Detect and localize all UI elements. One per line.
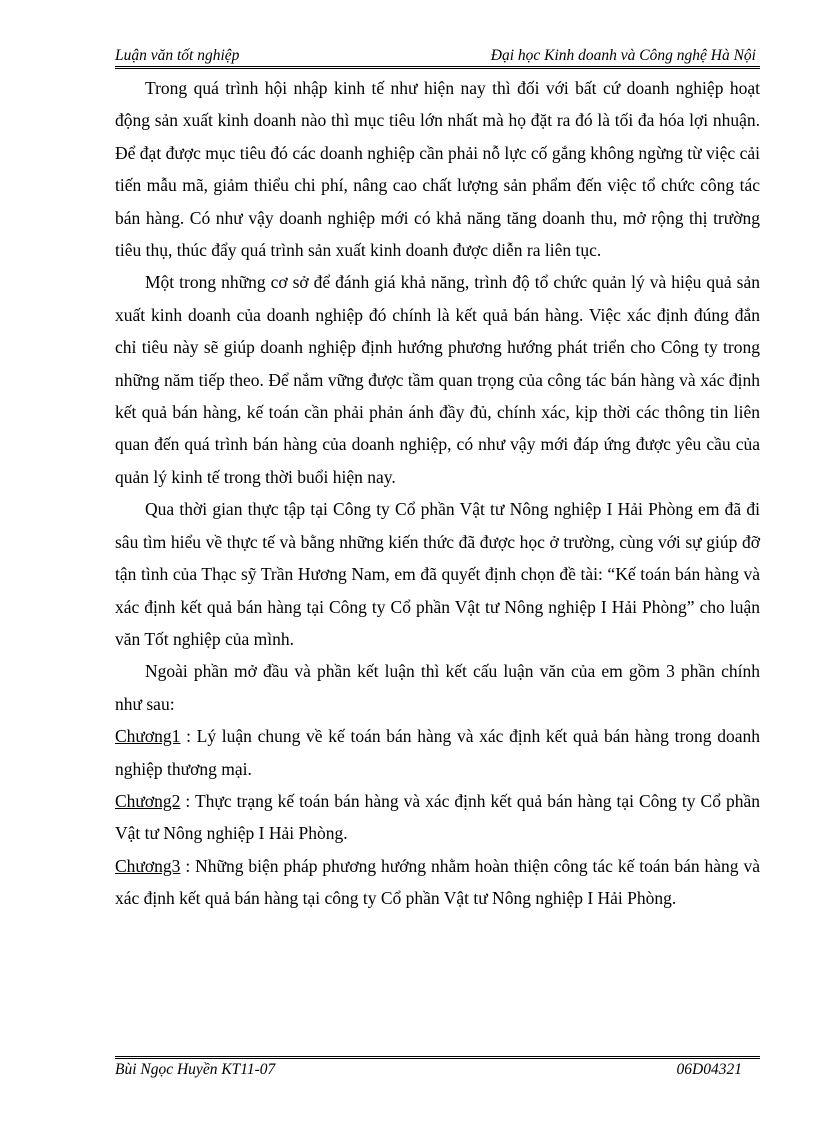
- footer-author: Bùi Ngọc Huyền KT11-07: [115, 1061, 276, 1078]
- footer-student-id: 06D04321: [676, 1061, 742, 1078]
- header-university-name: Đại học Kinh doanh và Công nghệ Hà Nội: [490, 47, 756, 64]
- chapter-description: : Thực trạng kế toán bán hàng và xác định kết quả bán hàng tại Công ty Cổ phần Vật tư Nông nghiệp I Hải Phòng.: [115, 790, 760, 844]
- paragraph-importance: Một trong những cơ sở để đánh giá khả năng, trình độ tổ chức quản lý và hiệu quả sản xuất kinh doanh của doanh nghiệp đó chính là kết quả bán hàng. Việc xác định đúng đắn chỉ tiêu này sẽ giúp doanh nghiệp định hướng phương hướng phát triển cho Công ty trong những năm tiếp theo. Để nắm vững được tầm quan trọng của công tác bán hàng và xác định kết quả bán hàng, kế toán cần phải phản ánh đầy đủ, chính xác, kịp thời các thông tin liên quan đến quá trình bán hàng của doanh nghiệp, có như vậy mới đáp ứng được yêu cầu của quản lý kinh tế trong thời buổi hiện nay.: [115, 272, 760, 487]
- body-text: [115, 72, 760, 915]
- chapter-item-1: [115, 720, 760, 785]
- paragraph-intro: Trong quá trình hội nhập kinh tế như hiện nay thì đối với bất cứ doanh nghiệp hoạt động sản xuất kinh doanh nào thì mục tiêu lớn nhất mà họ đặt ra đó là tối đa hóa lợi nhuận. Để đạt được mục tiêu đó các doanh nghiệp cần phải nỗ lực cố gắng không ngừng từ việc cải tiến mẫu mã, giảm thiểu chi phí, nâng cao chất lượng sản phẩm đến việc tổ chức công tác bán hàng. Có như vậy doanh nghiệp mới có khả năng tăng doanh thu, mở rộng thị trường tiêu thụ, thúc đẩy quá trình sản xuất kinh doanh được diễn ra liên tục.: [115, 78, 760, 261]
- chapter-label: Chương1: [115, 726, 181, 747]
- chapter-description: : Những biện pháp phương hướng nhằm hoàn thiện công tác kế toán bán hàng và xác định kết quả bán hàng tại công ty Cổ phần Vật tư Nông nghiệp I Hải Phòng.: [115, 855, 760, 909]
- chapter-description: : Lý luận chung về kế toán bán hàng và xác định kết quả bán hàng trong doanh nghiệp thương mại.: [115, 726, 760, 779]
- chapter-label: Chương3: [115, 855, 181, 876]
- chapter-label: Chương2: [115, 790, 181, 811]
- header-divider: [115, 66, 760, 69]
- header-thesis-label: Luận văn tốt nghiệp: [115, 47, 240, 64]
- page-header: [115, 46, 760, 68]
- chapter-item-2: [115, 785, 760, 850]
- page-footer: [115, 1060, 760, 1082]
- paragraph-structure: Ngoài phần mở đầu và phần kết luận thì kết cấu luận văn của em gồm 3 phần chính như sau:: [115, 661, 760, 714]
- paragraph-topic-choice: Qua thời gian thực tập tại Công ty Cổ phần Vật tư Nông nghiệp I Hải Phòng em đã đi sâu tìm hiểu về thực tế và bằng những kiến thức đã được học ở trường, cùng với sự giúp đỡ tận tình của Thạc sỹ Trần Hương Nam, em đã quyết định chọn đề tài: “Kế toán bán hàng và xác định kết quả bán hàng tại Công ty Cổ phần Vật tư Nông nghiệp I Hải Phòng” cho luận văn Tốt nghiệp của mình.: [115, 499, 760, 649]
- footer-divider: [115, 1056, 760, 1059]
- chapter-item-3: [115, 850, 760, 915]
